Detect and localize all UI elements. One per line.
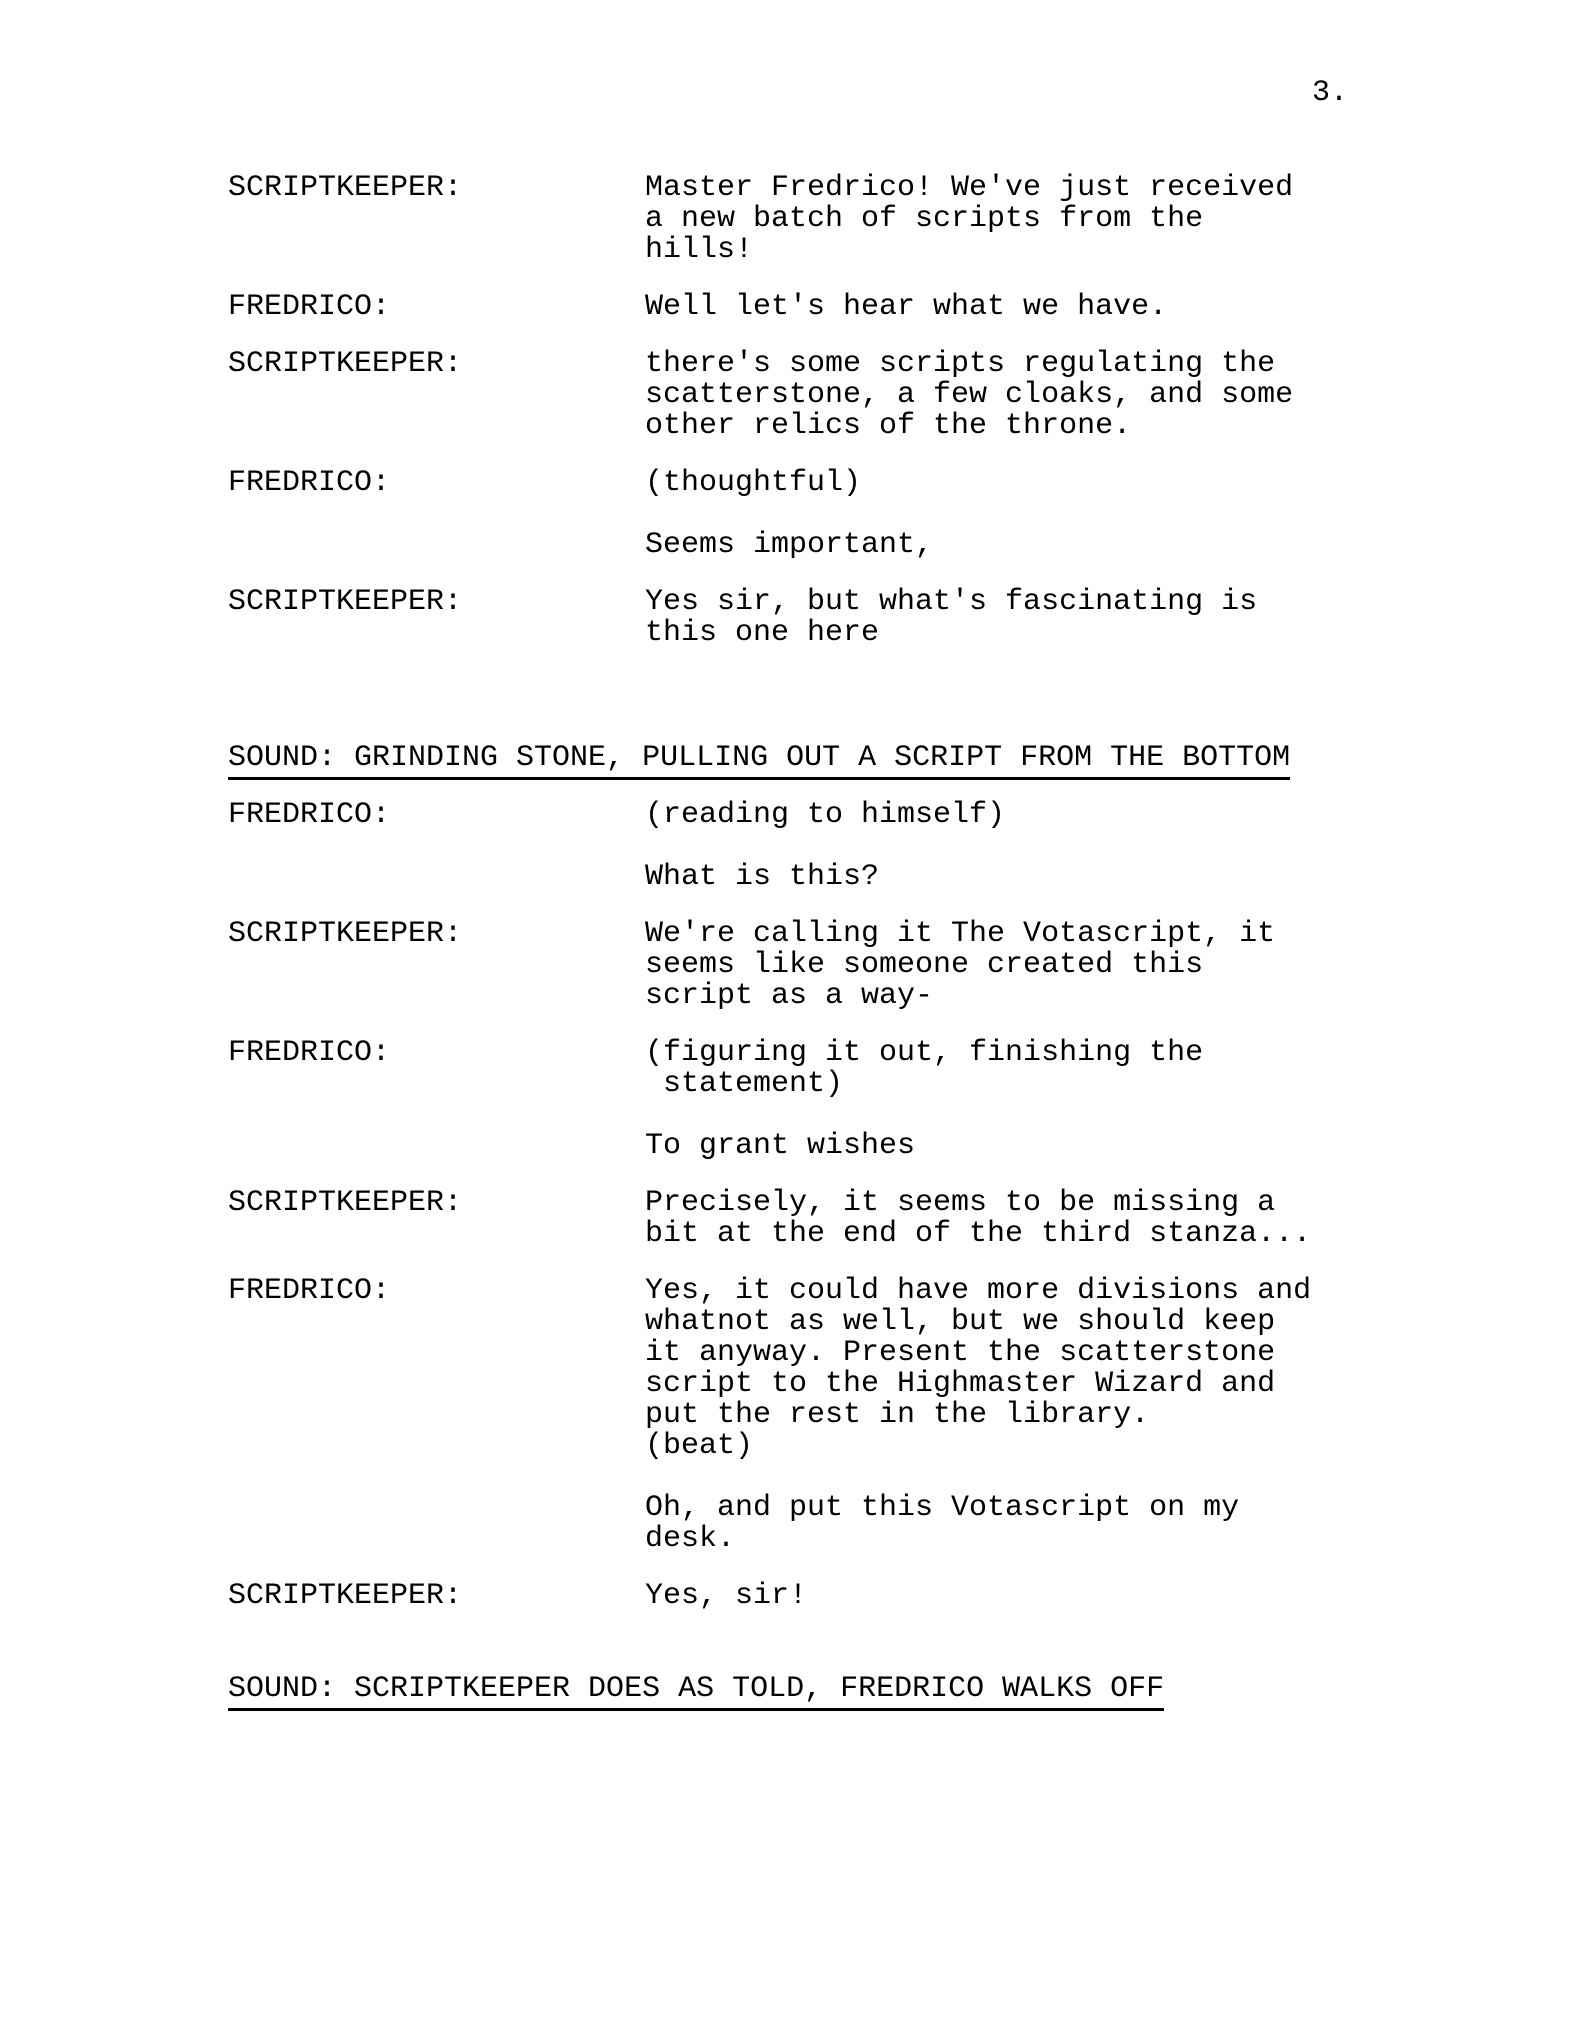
dialogue-line: Master Fredrico! We've just received <box>645 171 1294 205</box>
dialogue-line: To grant wishes <box>645 1129 916 1163</box>
dialogue-line: What is this? <box>645 860 880 894</box>
speaker-label: FREDRICO: <box>228 290 391 324</box>
dialogue-cell <box>645 1188 1517 1250</box>
dialogue-block <box>228 587 1517 649</box>
dialogue-paragraph <box>645 1493 1517 1555</box>
speaker-label: SCRIPTKEEPER: <box>228 1579 463 1613</box>
dialogue-line: there's some scripts regulating the <box>645 347 1276 381</box>
dialogue-line: Oh, and put this Votascript on my <box>645 1491 1240 1525</box>
dialogue-line: bit at the end of the third stanza... <box>645 1217 1312 1251</box>
dialogue-line: it anyway. Present the scatterstone <box>645 1336 1276 1370</box>
speaker-label: SCRIPTKEEPER: <box>228 1186 463 1220</box>
dialogue-paragraph <box>645 468 1517 499</box>
speaker-label: SCRIPTKEEPER: <box>228 171 463 205</box>
dialogue-line: Well let's hear what we have. <box>645 290 1168 324</box>
dialogue-paragraph <box>645 292 1517 323</box>
dialogue-line: statement) <box>645 1067 844 1101</box>
dialogue-line: scatterstone, a few cloaks, and some <box>645 378 1294 412</box>
dialogue-cell <box>645 587 1517 649</box>
dialogue-line: Precisely, it seems to be missing a <box>645 1186 1276 1220</box>
dialogue-line: Yes sir, but what's fascinating is <box>645 585 1258 619</box>
dialogue-line: hills! <box>645 233 754 267</box>
dialogue-block <box>228 1188 1517 1250</box>
dialogue-paragraph <box>645 1581 1517 1612</box>
dialogue-line: Seems important, <box>645 528 934 562</box>
dialogue-paragraph <box>645 1038 1517 1100</box>
dialogue-line: other relics of the throne. <box>645 409 1132 443</box>
dialogue-cell <box>645 1276 1517 1555</box>
speaker-label: FREDRICO: <box>228 466 391 500</box>
dialogue-line: script to the Highmaster Wizard and <box>645 1367 1276 1401</box>
dialogue-cell <box>645 1038 1517 1162</box>
speaker-label: SCRIPTKEEPER: <box>228 917 463 951</box>
dialogue-block <box>228 800 1517 893</box>
dialogue-block <box>228 349 1517 442</box>
dialogue-line: Yes, it could have more divisions and <box>645 1274 1312 1308</box>
dialogue-line: this one here <box>645 616 880 650</box>
dialogue-line: (figuring it out, finishing the <box>645 1036 1204 1070</box>
speaker-label: FREDRICO: <box>228 1274 391 1308</box>
dialogue-paragraph <box>645 862 1517 893</box>
dialogue-paragraph <box>645 1131 1517 1162</box>
dialogue-line: (beat) <box>645 1429 754 1463</box>
dialogue-line: a new batch of scripts from the <box>645 202 1204 236</box>
dialogue-cell <box>645 919 1517 1012</box>
dialogue-paragraph <box>645 1276 1517 1462</box>
dialogue-block <box>228 468 1517 561</box>
page-header <box>0 0 1577 109</box>
dialogue-paragraph <box>645 173 1517 266</box>
dialogue-cell <box>645 349 1517 442</box>
dialogue-cell <box>645 1581 1517 1612</box>
sound-cue-text: SOUND: GRINDING STONE, PULLING OUT A SCRIPT FROM THE BOTTOM <box>228 741 1290 780</box>
dialogue-cell <box>645 468 1517 561</box>
dialogue-cell <box>645 292 1517 323</box>
dialogue-paragraph <box>645 1188 1517 1250</box>
dialogue-paragraph <box>645 800 1517 831</box>
dialogue-block <box>228 1038 1517 1162</box>
dialogue-paragraph <box>645 530 1517 561</box>
dialogue-line: put the rest in the library. <box>645 1398 1150 1432</box>
speaker-label: SCRIPTKEEPER: <box>228 347 463 381</box>
dialogue-paragraph <box>645 349 1517 442</box>
page-number: 3. <box>1311 76 1348 110</box>
dialogue-block <box>228 1581 1517 1612</box>
dialogue-line: (thoughtful) <box>645 466 862 500</box>
speaker-label: FREDRICO: <box>228 1036 391 1070</box>
dialogue-cell <box>645 800 1517 893</box>
speaker-label: FREDRICO: <box>228 798 391 832</box>
dialogue-block <box>228 292 1517 323</box>
dialogue-block <box>228 1276 1517 1555</box>
dialogue-line: seems like someone created this <box>645 948 1204 982</box>
dialogue-block <box>228 173 1517 266</box>
dialogue-cell <box>645 173 1517 266</box>
dialogue-block <box>228 919 1517 1012</box>
sound-cue <box>228 1674 1517 1705</box>
dialogue-paragraph <box>645 587 1517 649</box>
sound-cue-text: SOUND: SCRIPTKEEPER DOES AS TOLD, FREDRICO WALKS OFF <box>228 1672 1164 1711</box>
dialogue-paragraph <box>645 919 1517 1012</box>
dialogue-line: We're calling it The Votascript, it <box>645 917 1276 951</box>
sound-cue <box>228 743 1517 774</box>
script-body <box>0 109 1577 1705</box>
speaker-label: SCRIPTKEEPER: <box>228 585 463 619</box>
dialogue-line: whatnot as well, but we should keep <box>645 1305 1276 1339</box>
dialogue-line: script as a way- <box>645 979 934 1013</box>
dialogue-line: Yes, sir! <box>645 1579 808 1613</box>
dialogue-line: (reading to himself) <box>645 798 1006 832</box>
dialogue-line: desk. <box>645 1522 736 1556</box>
